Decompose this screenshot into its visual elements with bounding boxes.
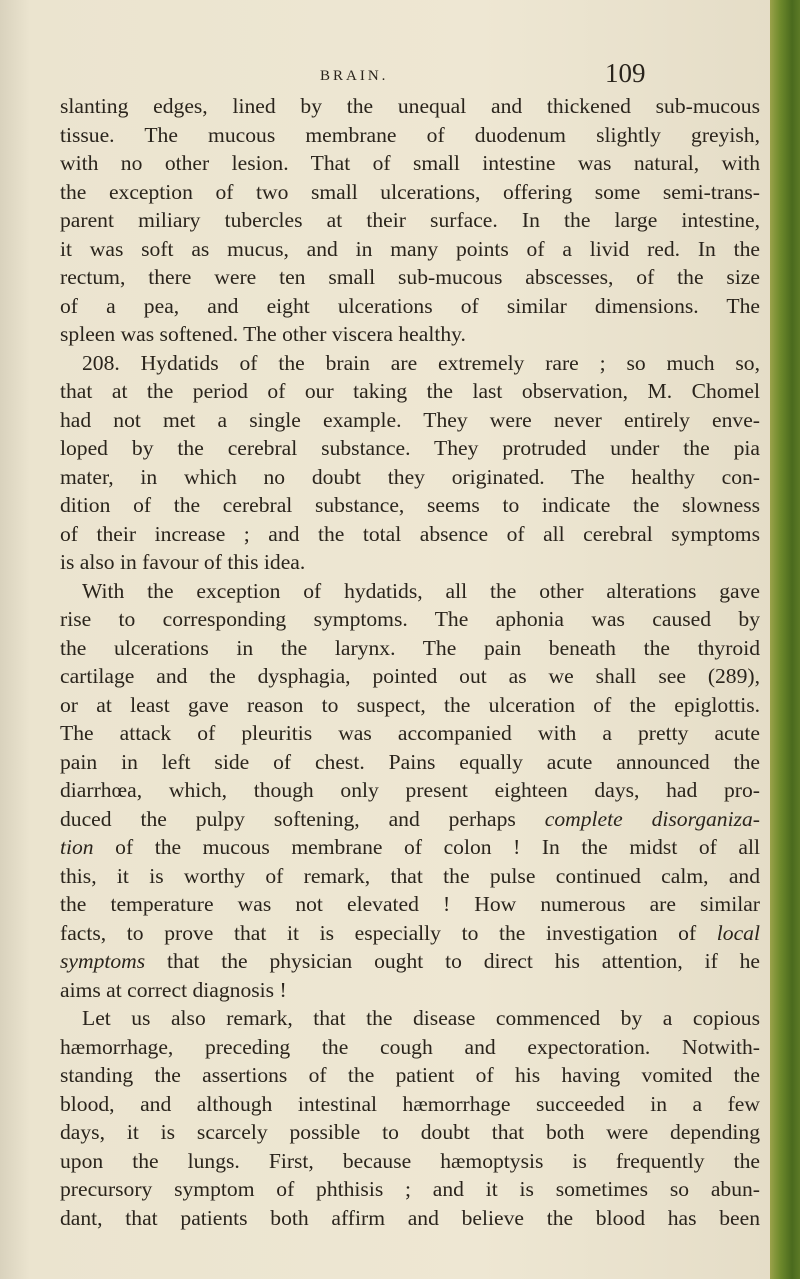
text-line: pain in left side of chest. Pains equally acute announced the (60, 749, 760, 774)
text-line: this, it is worthy of remark, that the pulse continued calm, and (60, 863, 760, 888)
text-line: dant, that patients both affirm and believe the blood has been (60, 1205, 760, 1230)
text-line: slanting edges, lined by the unequal and thickened sub-mucous (60, 94, 760, 118)
running-head: BRAIN. (320, 68, 389, 84)
text-line: tissue. The mucous membrane of duodenum slightly greyish, (60, 122, 760, 147)
italic-fragment: symptoms (60, 949, 146, 973)
page-number: 109 (605, 58, 646, 88)
text-line: of a pea, and eight ulcerations of similar dimensions. The (60, 293, 760, 318)
text-line-mixed (60, 919, 760, 948)
text-line: the exception of two small ulcerations, offering some semi-trans- (60, 179, 760, 204)
text-line: spleen was softened. The other viscera healthy. (60, 322, 466, 346)
text-line: dition of the cerebral substance, seems to indicate the slowness (60, 493, 760, 517)
text-line: hæmorrhage, preceding the cough and expectoration. Notwith- (60, 1034, 760, 1059)
text-line: or at least gave reason to suspect, the ulceration of the epiglottis. (60, 692, 760, 717)
paragraph-start-remark: Let us also remark, that the disease commenced by a copious (82, 1006, 760, 1030)
text-line: it was soft as mucus, and in many points of a livid red. In the (60, 236, 760, 261)
text-line: the ulcerations in the larynx. The pain beneath the thyroid (60, 635, 760, 660)
text-line: aims at correct diagnosis ! (60, 977, 287, 1002)
text-line: with no other lesion. That of small intestine was natural, with (60, 151, 760, 175)
text-fragment: facts, to prove that it is especially to the investigation of (60, 920, 697, 945)
text-line: cartilage and the dysphagia, pointed out as we shall see (289), (60, 664, 760, 688)
text-fragment: of the mucous membrane of colon ! In the midst of all (115, 835, 760, 859)
body-text (60, 92, 760, 1232)
text-line: rectum, there were ten small sub-mucous abscesses, of the size (60, 265, 760, 289)
text-line: is also in favour of this idea. (60, 550, 306, 574)
text-fragment: that the physician ought to direct his attention, if he (167, 949, 760, 973)
text-line: upon the lungs. First, because hæmoptysis is frequently the (60, 1148, 760, 1173)
text-line-mixed (60, 805, 760, 834)
text-line: The attack of pleuritis was accompanied with a pretty acute (60, 721, 760, 745)
text-line: days, it is scarcely possible to doubt that both were depending (60, 1120, 760, 1144)
book-binding-edge (770, 0, 800, 1279)
italic-fragment: complete disorganiza- (544, 806, 760, 831)
italic-fragment: local (716, 920, 760, 945)
text-line: blood, and although intestinal hæmorrhage succeeded in a few (60, 1091, 760, 1116)
text-fragment: duced the pulpy softening, and perhaps (60, 806, 516, 831)
italic-fragment: tion (60, 835, 94, 859)
text-line: rise to corresponding symptoms. The aphonia was caused by (60, 607, 760, 631)
text-line: loped by the cerebral substance. They protruded under the pia (60, 436, 760, 460)
text-line: standing the assertions of the patient of his having vomited the (60, 1063, 760, 1087)
paragraph-start-hydatids: With the exception of hydatids, all the other alterations gave (82, 578, 760, 603)
text-line: parent miliary tubercles at their surface. In the large intestine, (60, 208, 760, 232)
text-line-mixed (60, 947, 760, 976)
text-line: mater, in which no doubt they originated. The healthy con- (60, 464, 760, 489)
text-line: had not met a single example. They were never entirely enve- (60, 407, 760, 432)
paragraph-start-208: 208. Hydatids of the brain are extremely rare ; so much so, (82, 350, 760, 375)
text-line-mixed (60, 833, 760, 862)
text-line: that at the period of our taking the last observation, M. Chomel (60, 379, 760, 403)
text-line: precursory symptom of phthisis ; and it is sometimes so abun- (60, 1177, 760, 1201)
text-line: diarrhœa, which, though only present eighteen days, had pro- (60, 778, 760, 802)
text-line: the temperature was not elevated ! How numerous are similar (60, 892, 760, 916)
text-line: of their increase ; and the total absence of all cerebral symptoms (60, 521, 760, 546)
